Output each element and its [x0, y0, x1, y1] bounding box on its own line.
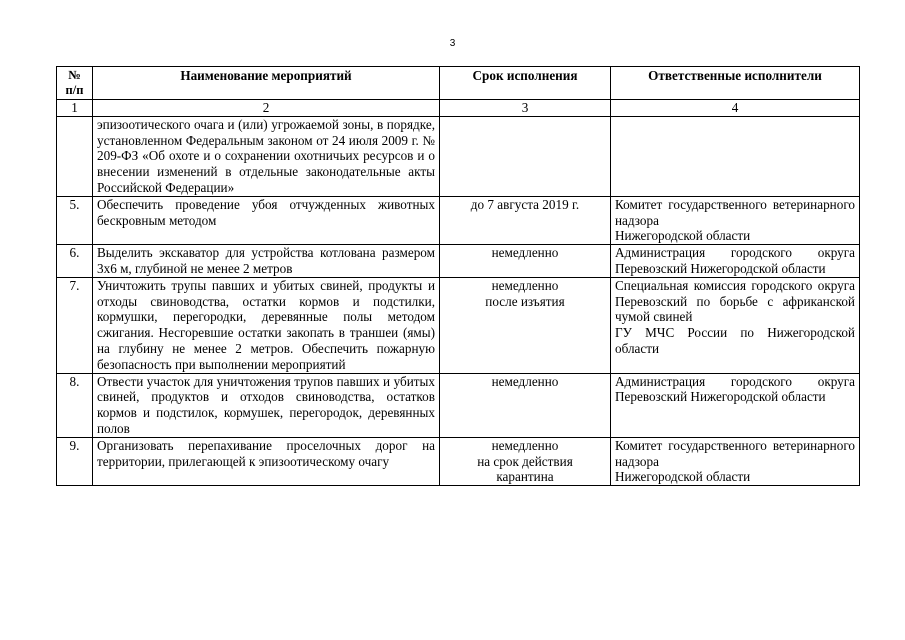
column-number: 4 [611, 100, 860, 117]
responsible-text: Администрация городского округа Перевозский Нижегородской области [615, 373, 855, 405]
responsible-text: Комитет государственного ветеринарного надзора [615, 437, 855, 469]
responsible-text: Комитет государственного ветеринарного надзора [615, 196, 855, 228]
column-number: 3 [440, 100, 611, 117]
deadline-text: немедленно [491, 373, 559, 389]
table-row [57, 277, 860, 373]
row-number: 8. [57, 373, 93, 437]
deadline-text: на срок действия [477, 453, 573, 469]
deadline-cell [440, 116, 611, 196]
header-row [57, 67, 860, 100]
responsible-text: Специальная комиссия городского округа Перевозский по борьбе с африканской чумой свиней [615, 277, 855, 325]
responsible-cell [611, 437, 860, 485]
responsible-text: ГУ МЧС России по Нижегородской области [615, 325, 855, 356]
measure-text: Отвести участок для уничтожения трупов павших и убитых свиней, продуктов и отходов свиноводства, остатков кормов и подстилок, кормушек, перегородок, деревянных полов [93, 373, 440, 437]
measures-table [56, 66, 860, 486]
column-number: 1 [57, 100, 93, 117]
table-row [57, 245, 860, 278]
table-row [57, 437, 860, 485]
measure-text: Организовать перепахивание проселочных дорог на территории, прилегающей к эпизоотическому очагу [93, 437, 440, 485]
table-row [57, 196, 860, 244]
header-number-line-2: п/п [65, 83, 84, 97]
deadline-cell [440, 196, 611, 244]
column-number: 2 [93, 100, 440, 117]
header-deadline: Срок исполнения [440, 67, 611, 100]
measure-text: эпизоотического очага и (или) угрожаемой зоны, в порядке, установленном Федеральным законом от 24 июля 2009 г. № 209-ФЗ «Об охоте и о сохранении охотничьих ресурсов и о внесении изменений в отдельные законодательные акты Российской Федерации» [93, 116, 440, 196]
deadline-cell [440, 373, 611, 437]
row-number: 5. [57, 196, 93, 244]
row-number: 7. [57, 277, 93, 373]
deadline-cell [440, 245, 611, 278]
responsible-text: Администрация городского округа Перевозский Нижегородской области [615, 245, 855, 276]
responsible-text: Нижегородской области [615, 469, 751, 485]
header-measures: Наименование мероприятий [93, 67, 440, 100]
deadline-text: карантина [496, 469, 554, 485]
table-row [57, 116, 860, 196]
header-responsible: Ответственные исполнители [611, 67, 860, 100]
row-number: 9. [57, 437, 93, 485]
responsible-cell [611, 196, 860, 244]
deadline-cell [440, 277, 611, 373]
deadline-text: немедленно [491, 245, 559, 261]
page-number: 3 [449, 38, 456, 49]
deadline-text: до 7 августа 2019 г. [470, 196, 580, 212]
row-number: 6. [57, 245, 93, 278]
header-number [57, 67, 93, 100]
deadline-text: немедленно [491, 437, 559, 453]
measure-text: Выделить экскаватор для устройства котлована размером 3х6 м, глубиной не менее 2 метров [93, 245, 440, 278]
measure-text: Обеспечить проведение убоя отчужденных животных бескровным методом [93, 196, 440, 244]
responsible-cell [611, 277, 860, 373]
column-number-row [57, 100, 860, 117]
table-row [57, 373, 860, 437]
responsible-cell [611, 116, 860, 196]
responsible-text: Нижегородской области [615, 228, 751, 244]
deadline-text: немедленно [491, 277, 559, 293]
deadline-text: после изъятия [485, 293, 565, 309]
row-number [57, 116, 93, 196]
responsible-cell [611, 245, 860, 278]
header-number-line-1: № [68, 68, 81, 82]
deadline-cell [440, 437, 611, 485]
measure-text: Уничтожить трупы павших и убитых свиней, продукты и отходы свиноводства, остатки кормов и подстилки, кормушки, перегородки, деревянные полы методом сжигания. Несгоревшие остатки закопать в траншеи (ямы) на глубину не менее 2 метров. Обеспечить пожарную безопасность при выполнении мероприятий [93, 277, 440, 373]
responsible-cell [611, 373, 860, 437]
